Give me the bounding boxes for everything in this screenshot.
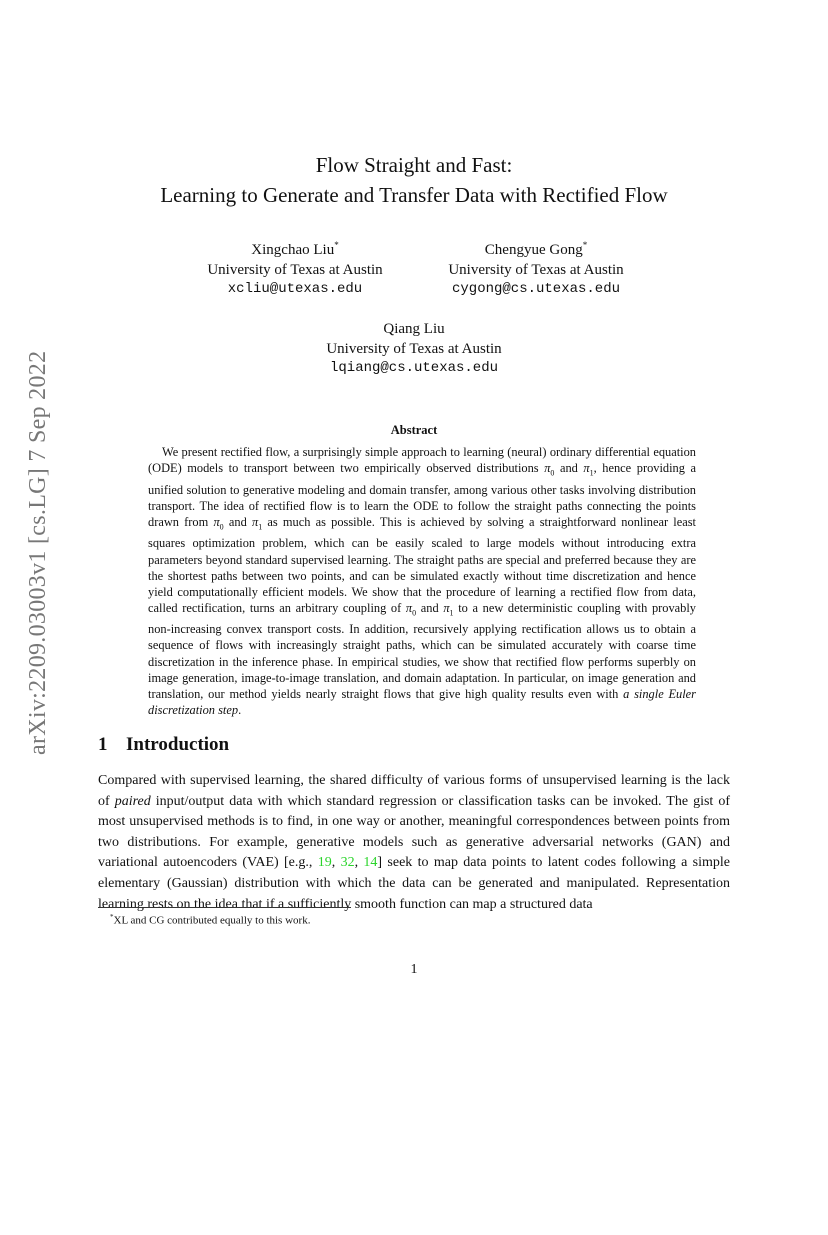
abstract-text: We present rectified flow, a surprisingly simple approach to learning (neural) ordinary differential equation (ODE) models to transport between two empirically observed distributions: [148, 445, 696, 476]
body-text: Compared with supervised learning, the shared difficulty of various forms of unsupervised learning is the lack of: [98, 773, 730, 809]
math-pi1: $\pi_1$: [443, 600, 454, 618]
footnote-text: XL and CG contributed equally to this work.: [113, 914, 311, 927]
abstract-text: .: [238, 702, 242, 717]
page-number: 1: [410, 962, 418, 977]
footnote-mark: *: [110, 913, 114, 921]
abstract-emphasis: a single Euler discretization step: [148, 686, 696, 717]
math-pi1: $\pi_1$: [583, 461, 594, 478]
body-text: ,: [331, 855, 341, 871]
abstract-heading: Abstract: [390, 423, 438, 437]
body-emphasis: paired: [114, 793, 151, 809]
abstract-text: , hence providing a unified solution to generative modeling and domain transfer, among various other tasks involving distribution transport. The idea of rectified flow is to learn the ODE to follow the straight paths connecting the points drawn from: [148, 461, 696, 529]
author-affiliation: University of Texas at Austin: [326, 340, 502, 357]
math-pi0: $\pi_0$: [544, 461, 555, 478]
author-name: Qiang Liu: [383, 321, 445, 337]
abstract-text: and: [416, 600, 444, 615]
section-heading: [98, 734, 229, 756]
abstract-text: and: [223, 514, 252, 529]
citation-link[interactable]: 32: [340, 855, 355, 871]
author-affiliation: University of Texas at Austin: [207, 261, 383, 278]
author-name: Chengyue Gong: [484, 242, 583, 258]
title-line-1: Flow Straight and Fast:: [315, 153, 513, 177]
body-text: input/output data with which standard regression or classification tasks can be invoked. The gist of most unsupervised methods is to find, in one way or another, meaningful correspondences between points from two distributions. For example, generative models such as generative adversarial networks (GAN) and variational autoencoders (VAE) [e.g.,: [98, 793, 730, 871]
arxiv-stamp: [25, 350, 65, 1235]
body-text: ] seek to map data points to latent codes following a simple elementary (Gaussian) distribution with which the data can be generated and manipulated. Representation learning rests on the idea that if a sufficiently smooth function can map a structured data: [98, 855, 731, 912]
author-mark: *: [582, 240, 588, 250]
math-pi0: $\pi_0$: [213, 514, 224, 532]
author-block-2: [416, 236, 656, 300]
abstract-text: to a new deterministic coupling with provably non-increasing convex transport costs. In addition, recursively applying rectification allows us to obtain a sequence of flows with increasingly straight paths, which can be simulated accurately with coarse time discretization in the inference phase. In empirical studies, we show that rectified flow performs superbly on image generation, image-to-image translation, and domain adaptation. In particular, on image generation and translation, our method yields nearly straight flows that give high quality results even with: [148, 600, 697, 701]
citation-link[interactable]: 19: [317, 855, 332, 871]
abstract-body: [148, 444, 696, 718]
body-text: ,: [354, 855, 364, 871]
footnote: [110, 913, 310, 927]
author-email[interactable]: cygong@cs.utexas.edu: [451, 281, 621, 297]
author-block-1: [175, 236, 415, 300]
intro-paragraph: [98, 771, 730, 915]
section-number: 1: [98, 734, 108, 755]
title-line-2: Learning to Generate and Transfer Data with Rectified Flow: [160, 183, 668, 207]
author-block-3: [294, 320, 534, 379]
abstract-text: and: [554, 461, 584, 476]
citation-link[interactable]: 14: [363, 855, 378, 871]
author-affiliation: University of Texas at Austin: [448, 261, 624, 278]
paper-title: [100, 150, 728, 210]
arxiv-identifier[interactable]: arXiv:2209.03003v1 [cs.LG] 7 Sep 2022: [25, 350, 51, 755]
author-email[interactable]: lqiang@cs.utexas.edu: [329, 360, 499, 376]
section-title: Introduction: [126, 734, 230, 755]
author-name: Xingchao Liu: [251, 242, 335, 258]
abstract-text: as much as possible. This is achieved by solving a straightforward nonlinear least squares optimization problem, which can be easily scaled to large models without introducing extra parameters beyond standard supervised learning. The straight paths are special and preferred because they are the shortest paths between two points, and can be simulated exactly without time discretization and hence yield computationally efficient models. We show that the procedure of learning a rectified flow from data, called rectification, turns an arbitrary coupling of: [148, 514, 696, 615]
author-email[interactable]: xcliu@utexas.edu: [227, 281, 363, 297]
footnote-rule: [98, 907, 351, 908]
author-mark: *: [334, 240, 339, 250]
math-pi1: $\pi_1$: [251, 514, 263, 532]
math-pi0: $\pi_0$: [405, 600, 417, 618]
